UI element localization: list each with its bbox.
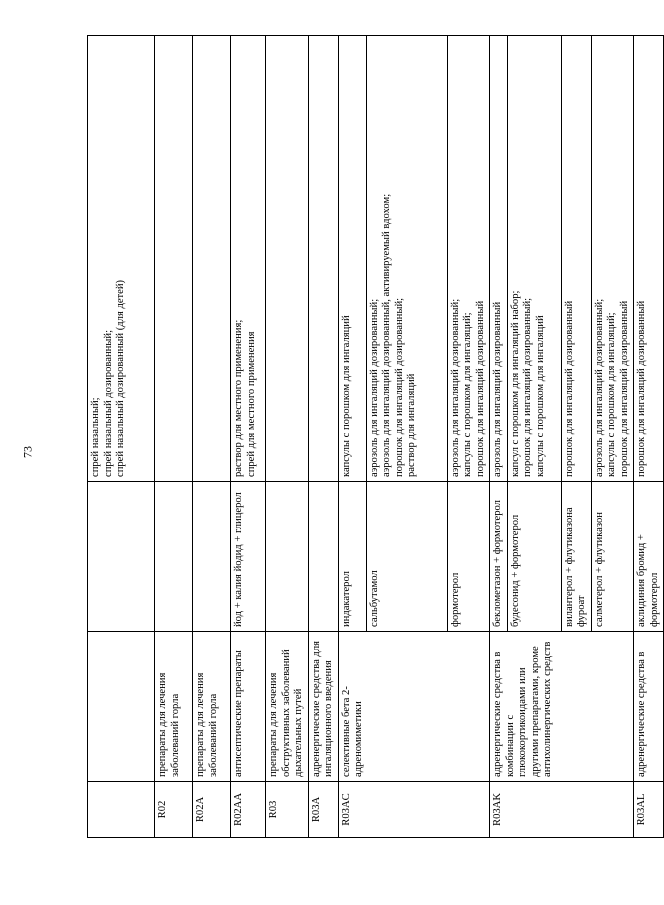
forms-cell (447, 36, 490, 482)
code-cell: R02 (155, 782, 193, 838)
substance-cell: салметерол + флутиказон (591, 482, 634, 632)
table-row (155, 36, 193, 838)
code-cell: R02AA (231, 782, 266, 838)
form-line: спрей для местного применения (245, 331, 257, 477)
code-cell: R03AK (490, 782, 634, 838)
substance-cell (88, 482, 155, 632)
substance-cell: будесонид + формотерол (507, 482, 561, 632)
form-line: спрей назальный дозированный; (102, 329, 114, 477)
table-row (308, 36, 338, 838)
form-line: аэрозоль для ингаляций дозированный; (593, 298, 605, 477)
form-line: раствор для местного применения; (233, 319, 244, 477)
form-line: аэрозоль для ингаляций дозированный, активируемый вдохом; (381, 193, 392, 477)
rotated-table-container (87, 36, 660, 838)
forms-cell (231, 36, 266, 482)
forms-cell (591, 36, 634, 482)
form-line: порошок для ингаляций дозированный (474, 300, 486, 477)
name-cell: антисептические препараты (231, 632, 266, 782)
substance-cell: йод + калия йодид + глицерол (231, 482, 266, 632)
substance-cell (308, 482, 338, 632)
forms-cell (490, 36, 508, 482)
form-line: раствор для ингаляций (406, 373, 417, 477)
name-cell: адренергические средства для ингаляционного введения (308, 632, 338, 782)
form-line: капсул с порошком для ингаляций набор; (509, 290, 521, 477)
forms-cell (155, 36, 193, 482)
name-cell: препараты для лечения заболеваний горла (155, 632, 193, 782)
form-line: порошок для ингаляций дозированный; (522, 297, 533, 477)
form-line: порошок для ингаляций дозированный (636, 300, 647, 477)
name-cell: препараты для лечения обструктивных заболеваний дыхательных путей (266, 632, 309, 782)
forms-cell (561, 36, 591, 482)
page-number: 73 (20, 446, 35, 458)
name-cell: селективные бета 2-адреномиметики (338, 632, 490, 782)
code-cell: R03 (266, 782, 309, 838)
form-line: порошок для ингаляций дозированный (618, 300, 630, 477)
form-line: порошок для ингаляций дозированный; (393, 297, 405, 477)
table-row (193, 36, 231, 838)
substance-cell: индакатерол (338, 482, 366, 632)
forms-cell (308, 36, 338, 482)
code-cell: R03AL (634, 782, 664, 838)
table-row (231, 36, 266, 838)
medicines-table (87, 35, 664, 838)
table-row (634, 36, 664, 838)
substance-cell (266, 482, 309, 632)
form-line: аэрозоль для ингаляций дозированный (492, 301, 503, 477)
forms-cell (507, 36, 561, 482)
table-row (490, 36, 508, 838)
forms-cell (338, 36, 366, 482)
table-row (266, 36, 309, 838)
code-cell: R03AC (338, 782, 490, 838)
form-line: капсулы с порошком для ингаляций; (606, 312, 617, 477)
substance-cell: сальбутамол (366, 482, 447, 632)
name-cell: адренергические средства в комбинации с глюкокортикоидами или другими препаратами, кроме антихолинергических средств (490, 632, 634, 782)
name-cell: адренергические средства в (634, 632, 664, 782)
name-cell: препараты для лечения заболеваний горла (193, 632, 231, 782)
form-line: капсулы с порошком для ингаляций (340, 315, 352, 477)
forms-cell (366, 36, 447, 482)
code-cell: R02A (193, 782, 231, 838)
substance-cell: аклидиния бромид + формотерол (634, 482, 664, 632)
form-line: порошок для ингаляций дозированный (563, 300, 575, 477)
substance-cell (155, 482, 193, 632)
code-cell (88, 782, 155, 838)
table-row (88, 36, 155, 838)
form-line: аэрозоль для ингаляций дозированный; (449, 298, 461, 477)
form-line: капсулы с порошком для ингаляций; (462, 312, 473, 477)
name-cell (88, 632, 155, 782)
substance-cell: беклометазон + формотерол (490, 482, 508, 632)
form-line: капсулы с порошком для ингаляций (534, 315, 546, 477)
forms-cell (193, 36, 231, 482)
form-line: спрей назальный дозированный (для детей) (115, 279, 126, 477)
substance-cell (193, 482, 231, 632)
code-cell: R03A (308, 782, 338, 838)
forms-cell (266, 36, 309, 482)
table-row (338, 36, 366, 838)
substance-cell: формотерол (447, 482, 490, 632)
substance-cell: вилантерол + флутиказона фуроат (561, 482, 591, 632)
forms-cell (88, 36, 155, 482)
form-line: аэрозоль для ингаляций дозированный; (368, 298, 380, 477)
form-line: спрей назальный; (90, 397, 101, 477)
forms-cell (634, 36, 664, 482)
